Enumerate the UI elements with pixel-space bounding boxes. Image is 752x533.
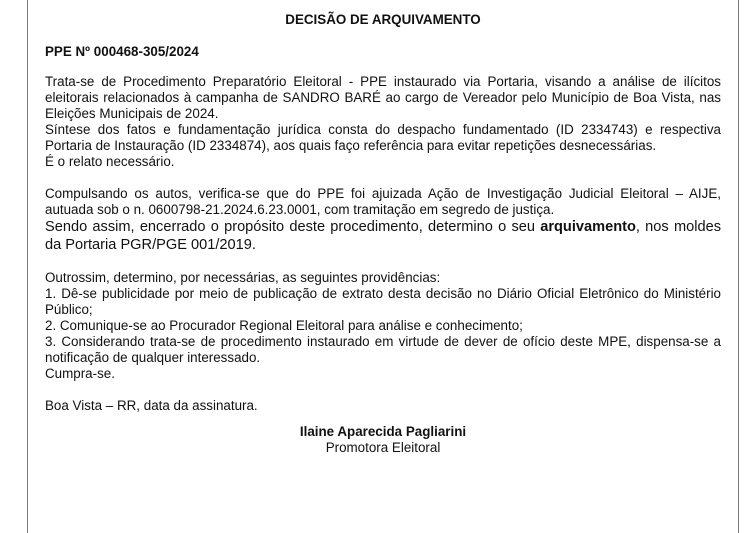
decision-document — [45, 12, 721, 456]
document-title: DECISÃO DE ARQUIVAMENTO — [285, 12, 481, 27]
paragraph-report: É o relato necessário. — [45, 154, 175, 169]
closing-line: Cumpra-se. — [45, 366, 115, 381]
paragraph-synthesis: Síntese dos fatos e fundamentação jurídica consta do despacho fundamentado (ID 2334743) e respectiva Portaria de Instauração (ID 2334874), aos quais faço referência para evitar repetições desnecessárias. — [45, 122, 721, 153]
paragraph-archiving — [45, 218, 721, 254]
archiving-text-start: Sendo assim, encerrado o propósito deste procedimento, determino o seu — [45, 219, 541, 235]
provision-item-1: 1. Dê-se publicidade por meio de publicação de extrato desta decisão no Diário Oficial Eletrônico do Ministério Público; — [45, 286, 721, 317]
paragraph-intro: Trata-se de Procedimento Preparatório Eleitoral - PPE instaurado via Portaria, visando a análise de ilícitos eleitorais relacionados à campanha de SANDRO BARÉ ao cargo de Vereador pelo Município de Boa Vista, nas Eleições Municipais de 2024. — [45, 74, 721, 121]
archiving-text-end: , nos moldes da Portaria PGR/PGE 001/2019. — [45, 219, 721, 253]
spacer — [45, 254, 721, 270]
signer-name: Ilaine Aparecida Pagliarini — [299, 424, 467, 439]
ppe-number: PPE Nº 000468-305/2024 — [45, 44, 199, 59]
place-date: Boa Vista – RR, data da assinatura. — [45, 398, 258, 413]
signature-block — [45, 424, 721, 456]
provision-item-2: 2. Comunique-se ao Procurador Regional Eleitoral para análise e conhecimento; — [45, 318, 523, 333]
signer-role: Promotora Eleitoral — [325, 440, 441, 455]
archiving-keyword: arquivamento — [540, 219, 636, 235]
provision-item-3: 3. Considerando trata-se de procedimento instaurado em virtude de dever de ofício deste MPE, dispensa-se a notificação de qualquer interessado. — [45, 334, 721, 365]
spacer — [45, 170, 721, 186]
paragraph-provisions: Outrossim, determino, por necessárias, as seguintes providências: — [45, 270, 441, 285]
spacer — [45, 382, 721, 398]
paragraph-aije: Compulsando os autos, verifica-se que do PPE foi ajuizada Ação de Investigação Judicial Eleitoral – AIJE, autuada sob o n. 0600798-21.2024.6.23.0001, com tramitação em segredo de justiça. — [45, 186, 721, 217]
